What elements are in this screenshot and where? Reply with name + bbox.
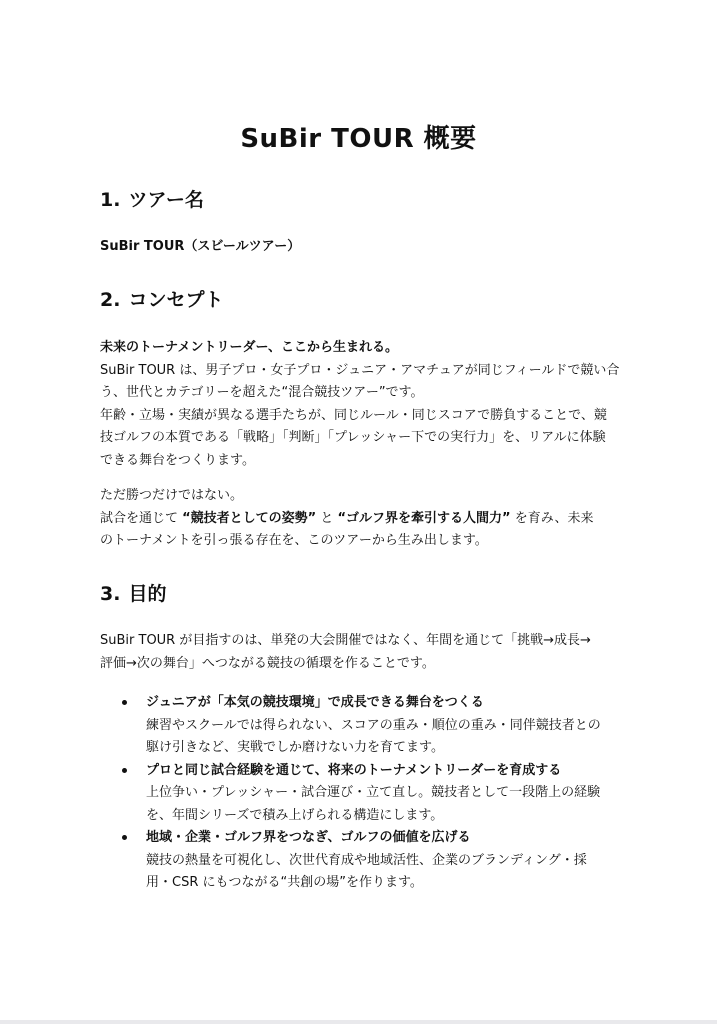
section-heading-purpose: [100, 579, 166, 606]
bullet-icon: [122, 835, 127, 840]
section-title: 目的: [128, 583, 167, 605]
list-item-line: 上位争い・プレッシャー・試合運び・立て直し。競技者として一段階上の経験: [146, 785, 601, 800]
section-title: ツアー名: [128, 189, 204, 211]
paragraph-line: 年齢・立場・実績が異なる選手たちが、同じルール・同じスコアで勝負することで、競: [100, 407, 607, 423]
purpose-list: [100, 692, 640, 895]
section-title: コンセプト: [128, 289, 224, 311]
paragraph-line: 技ゴルフの本質である「戦略」「判断」「プレッシャー下での実行力」を、リアルに体験: [100, 430, 606, 445]
paragraph-line: う、世代とカテゴリーを超えた“混合競技ツアー”です。: [100, 385, 424, 400]
emphasis-text: “ゴルフ界を牽引する人間力”: [337, 510, 511, 526]
list-item: [100, 827, 640, 895]
text-run: を育み、未来: [510, 510, 594, 526]
tour-name-text: SuBir TOUR（スビールツアー）: [100, 239, 301, 254]
list-item-title: 地域・企業・ゴルフ界をつなぎ、ゴルフの価値を広げる: [146, 830, 471, 845]
text-run: 試合を通じて: [100, 510, 183, 526]
paragraph-line: 評価→次の舞台」へつながる競技の循環を作ることです。: [100, 655, 435, 671]
section-number: 1.: [100, 189, 121, 211]
list-item-line: を、年間シリーズで積み上げられる構造にします。: [146, 807, 444, 823]
document-title: SuBir TOUR 概要: [240, 124, 477, 154]
text-run: と: [316, 510, 338, 526]
list-item: [100, 760, 640, 828]
list-item: [100, 692, 640, 760]
concept-lead: 未来のトーナメントリーダー、ここから生まれる。: [100, 340, 398, 355]
paragraph-line: [100, 508, 620, 531]
concept-paragraph-2: [100, 485, 620, 553]
paragraph-line: のトーナメントを引っ張る存在を、このツアーから生み出します。: [100, 533, 488, 548]
section-number: 3.: [100, 583, 121, 605]
paragraph-line: できる舞台をつくります。: [100, 452, 255, 468]
list-item-title: ジュニアが「本気の競技環境」で成長できる舞台をつくる: [146, 695, 484, 710]
list-item-line: 競技の熱量を可視化し、次世代育成や地域活性、企業のブランディング・採: [146, 852, 587, 868]
purpose-intro: [100, 630, 620, 675]
list-item-line: 用・CSR にもつながる“共創の場”を作ります。: [146, 875, 423, 890]
list-item-title: プロと同じ試合経験を通じて、将来のトーナメントリーダーを育成する: [146, 762, 562, 778]
list-item-line: 練習やスクールでは得られない、スコアの重み・順位の重み・同伴競技者との: [146, 717, 601, 733]
section-number: 2.: [100, 289, 121, 311]
bullet-icon: [122, 768, 127, 773]
concept-paragraph-1: [100, 337, 620, 472]
list-item-line: 駆け引きなど、実戦でしか磨けない力を育てます。: [146, 740, 444, 755]
bullet-icon: [122, 700, 127, 705]
section-heading-tour-name: [100, 185, 204, 212]
paragraph-line: SuBir TOUR は、男子プロ・女子プロ・ジュニア・アマチュアが同じフィールドで競い合: [100, 362, 620, 378]
emphasis-text: “競技者としての姿勢”: [182, 510, 317, 526]
paragraph-line: SuBir TOUR が目指すのは、単発の大会開催ではなく、年間を通じて「挑戦→成長→: [100, 633, 591, 648]
page-bottom-edge: [0, 1020, 717, 1024]
paragraph-line: ただ勝つだけではない。: [100, 488, 244, 503]
section-heading-concept: [100, 285, 223, 312]
